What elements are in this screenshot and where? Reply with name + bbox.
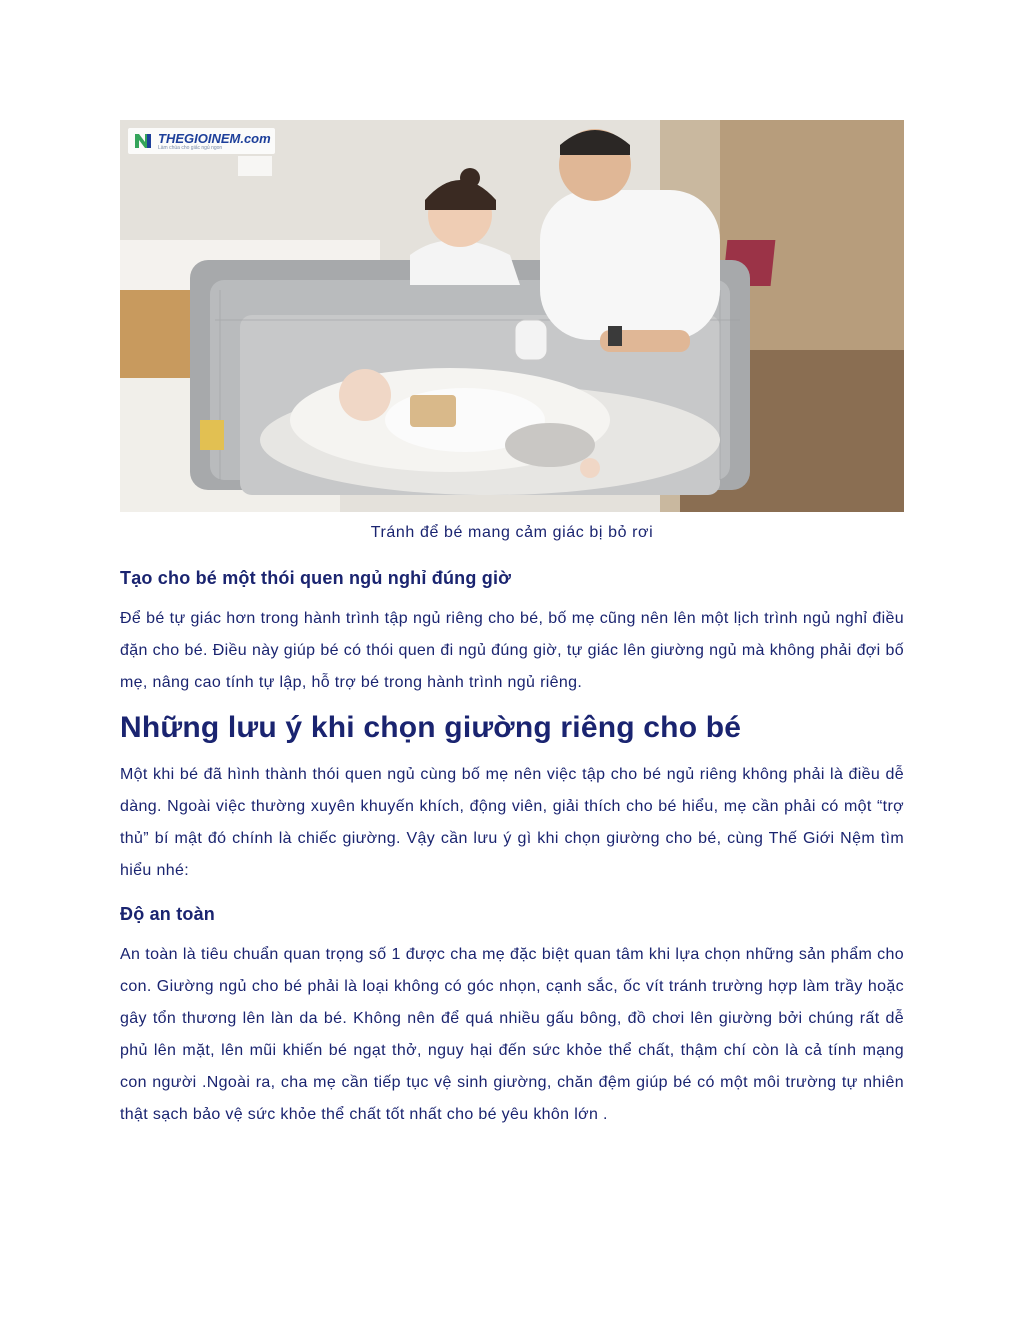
section-heading-choosing-bed: Những lưu ý khi chọn giường riêng cho bé: [120, 711, 742, 744]
section-heading-safety: Độ an toàn: [120, 904, 215, 924]
brand-mark-icon: [132, 130, 154, 152]
brand-logo-text: THEGIOINEM.com: [158, 130, 271, 146]
brand-logo: [128, 128, 275, 154]
section-heading-sleep-routine: Tạo cho bé một thói quen ngủ nghỉ đúng giờ: [120, 568, 512, 588]
section-paragraph-safety: An toàn là tiêu chuẩn quan trọng số 1 được cha mẹ đặc biệt quan tâm khi lựa chọn những sản phẩm cho con. Giường ngủ cho bé phải là loại không có góc nhọn, cạnh sắc, ốc vít tránh trường hợp làm trầy hoặc gây tổn thương lên làn da bé. Không nên để quá nhiều gấu bông, đồ chơi lên giường bởi chúng rất dễ phủ lên mặt, lên mũi khiến bé ngạt thở, nguy hại đến sức khỏe thể chất, thậm chí còn là cả tính mạng con người .Ngoài ra, cha mẹ cần tiếp tục vệ sinh giường, chăn đệm giúp bé có một môi trường tự nhiên thật sạch bảo vệ sức khỏe thể chất tốt nhất cho bé yêu khôn lớn .: [120, 946, 904, 1123]
photo-illustration: [120, 120, 904, 512]
section-paragraph-sleep-routine: Để bé tự giác hơn trong hành trình tập ngủ riêng cho bé, bố mẹ cũng nên lên một lịch trình ngủ nghỉ điều đặn cho bé. Điều này giúp bé có thói quen đi ngủ đúng giờ, tự giác lên giường ngủ mà không phải đợi bố mẹ, nâng cao tính tự lập, hỗ trợ bé trong hành trình ngủ riêng.: [120, 610, 904, 691]
section-paragraph-choosing-bed: Một khi bé đã hình thành thói quen ngủ cùng bố mẹ nên việc tập cho bé ngủ riêng không phải là điều dễ dàng. Ngoài việc thường xuyên khuyến khích, động viên, giải thích cho bé hiểu, mẹ cần phải có một “trợ thủ” bí mật đó chính là chiếc giường. Vậy cần lưu ý gì khi chọn giường cho bé, cùng Thế Giới Nệm tìm hiểu nhé:: [120, 766, 904, 879]
brand-logo-tagline: Làm chúa cho giấc ngủ ngon: [158, 144, 223, 151]
photo-caption: Tránh để bé mang cảm giác bị bỏ rơi: [370, 524, 654, 541]
article-photo: [120, 120, 904, 512]
